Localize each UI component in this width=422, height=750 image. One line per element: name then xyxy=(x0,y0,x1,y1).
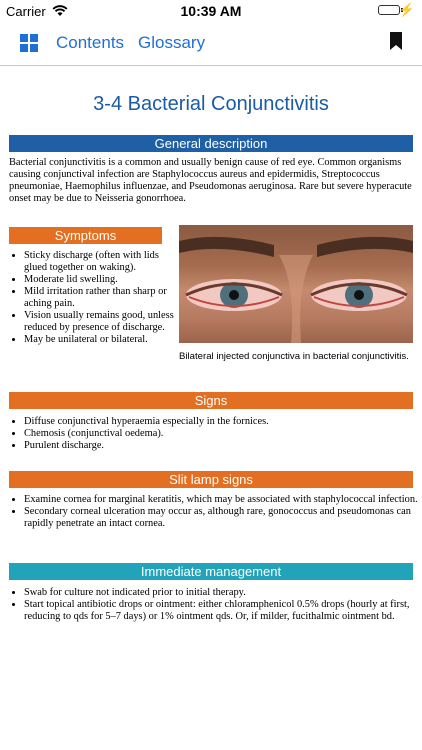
list-item: • Purulent discharge. xyxy=(24,440,422,452)
grid-icon[interactable] xyxy=(20,34,38,52)
immediate-management-list xyxy=(9,587,422,623)
list-item: • Examine cornea for marginal keratitis, which may be associated with staphylococcal infection. xyxy=(24,494,422,506)
battery-icon xyxy=(378,5,400,15)
charging-icon: ⚡ xyxy=(398,2,415,17)
slit-lamp-signs-list xyxy=(9,494,422,530)
signs-header: Signs xyxy=(9,392,413,409)
contents-button[interactable]: Contents xyxy=(56,33,125,52)
page-title: 3-4 Bacterial Conjunctivitis xyxy=(93,93,329,115)
list-item: • Vision usually remains good, unless reduced by presence of discharge. xyxy=(24,310,179,334)
photo-caption: Bilateral injected conjunctiva in bacterial conjunctivitis. xyxy=(179,351,409,362)
general-description-text: Bacterial conjunctivitis is a common and usually benign cause of red eye. Common organisms causing conjunctival infection are Staphylococcus aureus and epidermidis, Streptococcus pneumoniae, Haemophilus influenzae, and Pseudomonas aeruginosa. Rare but severe hyperacute onset may be due to Neisseria gonorrhoea. xyxy=(9,157,412,204)
list-item: • Diffuse conjunctival hyperaemia especially in the fornices. xyxy=(24,416,422,428)
general-description-header: General description xyxy=(9,135,413,152)
symptoms-list xyxy=(9,250,179,346)
clock: 10:39 AM xyxy=(180,3,242,19)
list-item: • Moderate lid swelling. xyxy=(24,274,179,286)
list-item: • May be unilateral or bilateral. xyxy=(24,334,179,346)
signs-list xyxy=(9,416,422,452)
list-item: • Mild irritation rather than sharp or aching pain. xyxy=(24,286,179,310)
symptoms-header: Symptoms xyxy=(9,227,162,244)
bookmark-icon[interactable] xyxy=(390,32,402,55)
list-item: • Swab for culture not indicated prior to initial therapy. xyxy=(24,587,422,599)
glossary-button[interactable]: Glossary xyxy=(138,33,206,52)
nav-bar xyxy=(0,22,422,66)
slit-lamp-signs-header: Slit lamp signs xyxy=(9,471,413,488)
immediate-management-header: Immediate management xyxy=(9,563,413,580)
list-item: • Start topical antibiotic drops or ointment: either chloramphenicol 0.5% drops (hourly at first, reducing to qds for 5–7 days) or 1% ointment qds. Or, if milder, fucithalmic ointment bd. xyxy=(24,599,422,623)
carrier-label: Carrier xyxy=(6,4,46,19)
list-item: • Secondary corneal ulceration may occur as, although rare, gonococcus and pseudomonas can rapidly penetrate an intact cornea. xyxy=(24,506,422,530)
list-item: • Sticky discharge (often with lids glued together on waking). xyxy=(24,250,179,274)
list-item: • Chemosis (conjunctival oedema). xyxy=(24,428,422,440)
status-bar xyxy=(0,0,422,22)
conjunctivitis-photo xyxy=(179,225,413,343)
